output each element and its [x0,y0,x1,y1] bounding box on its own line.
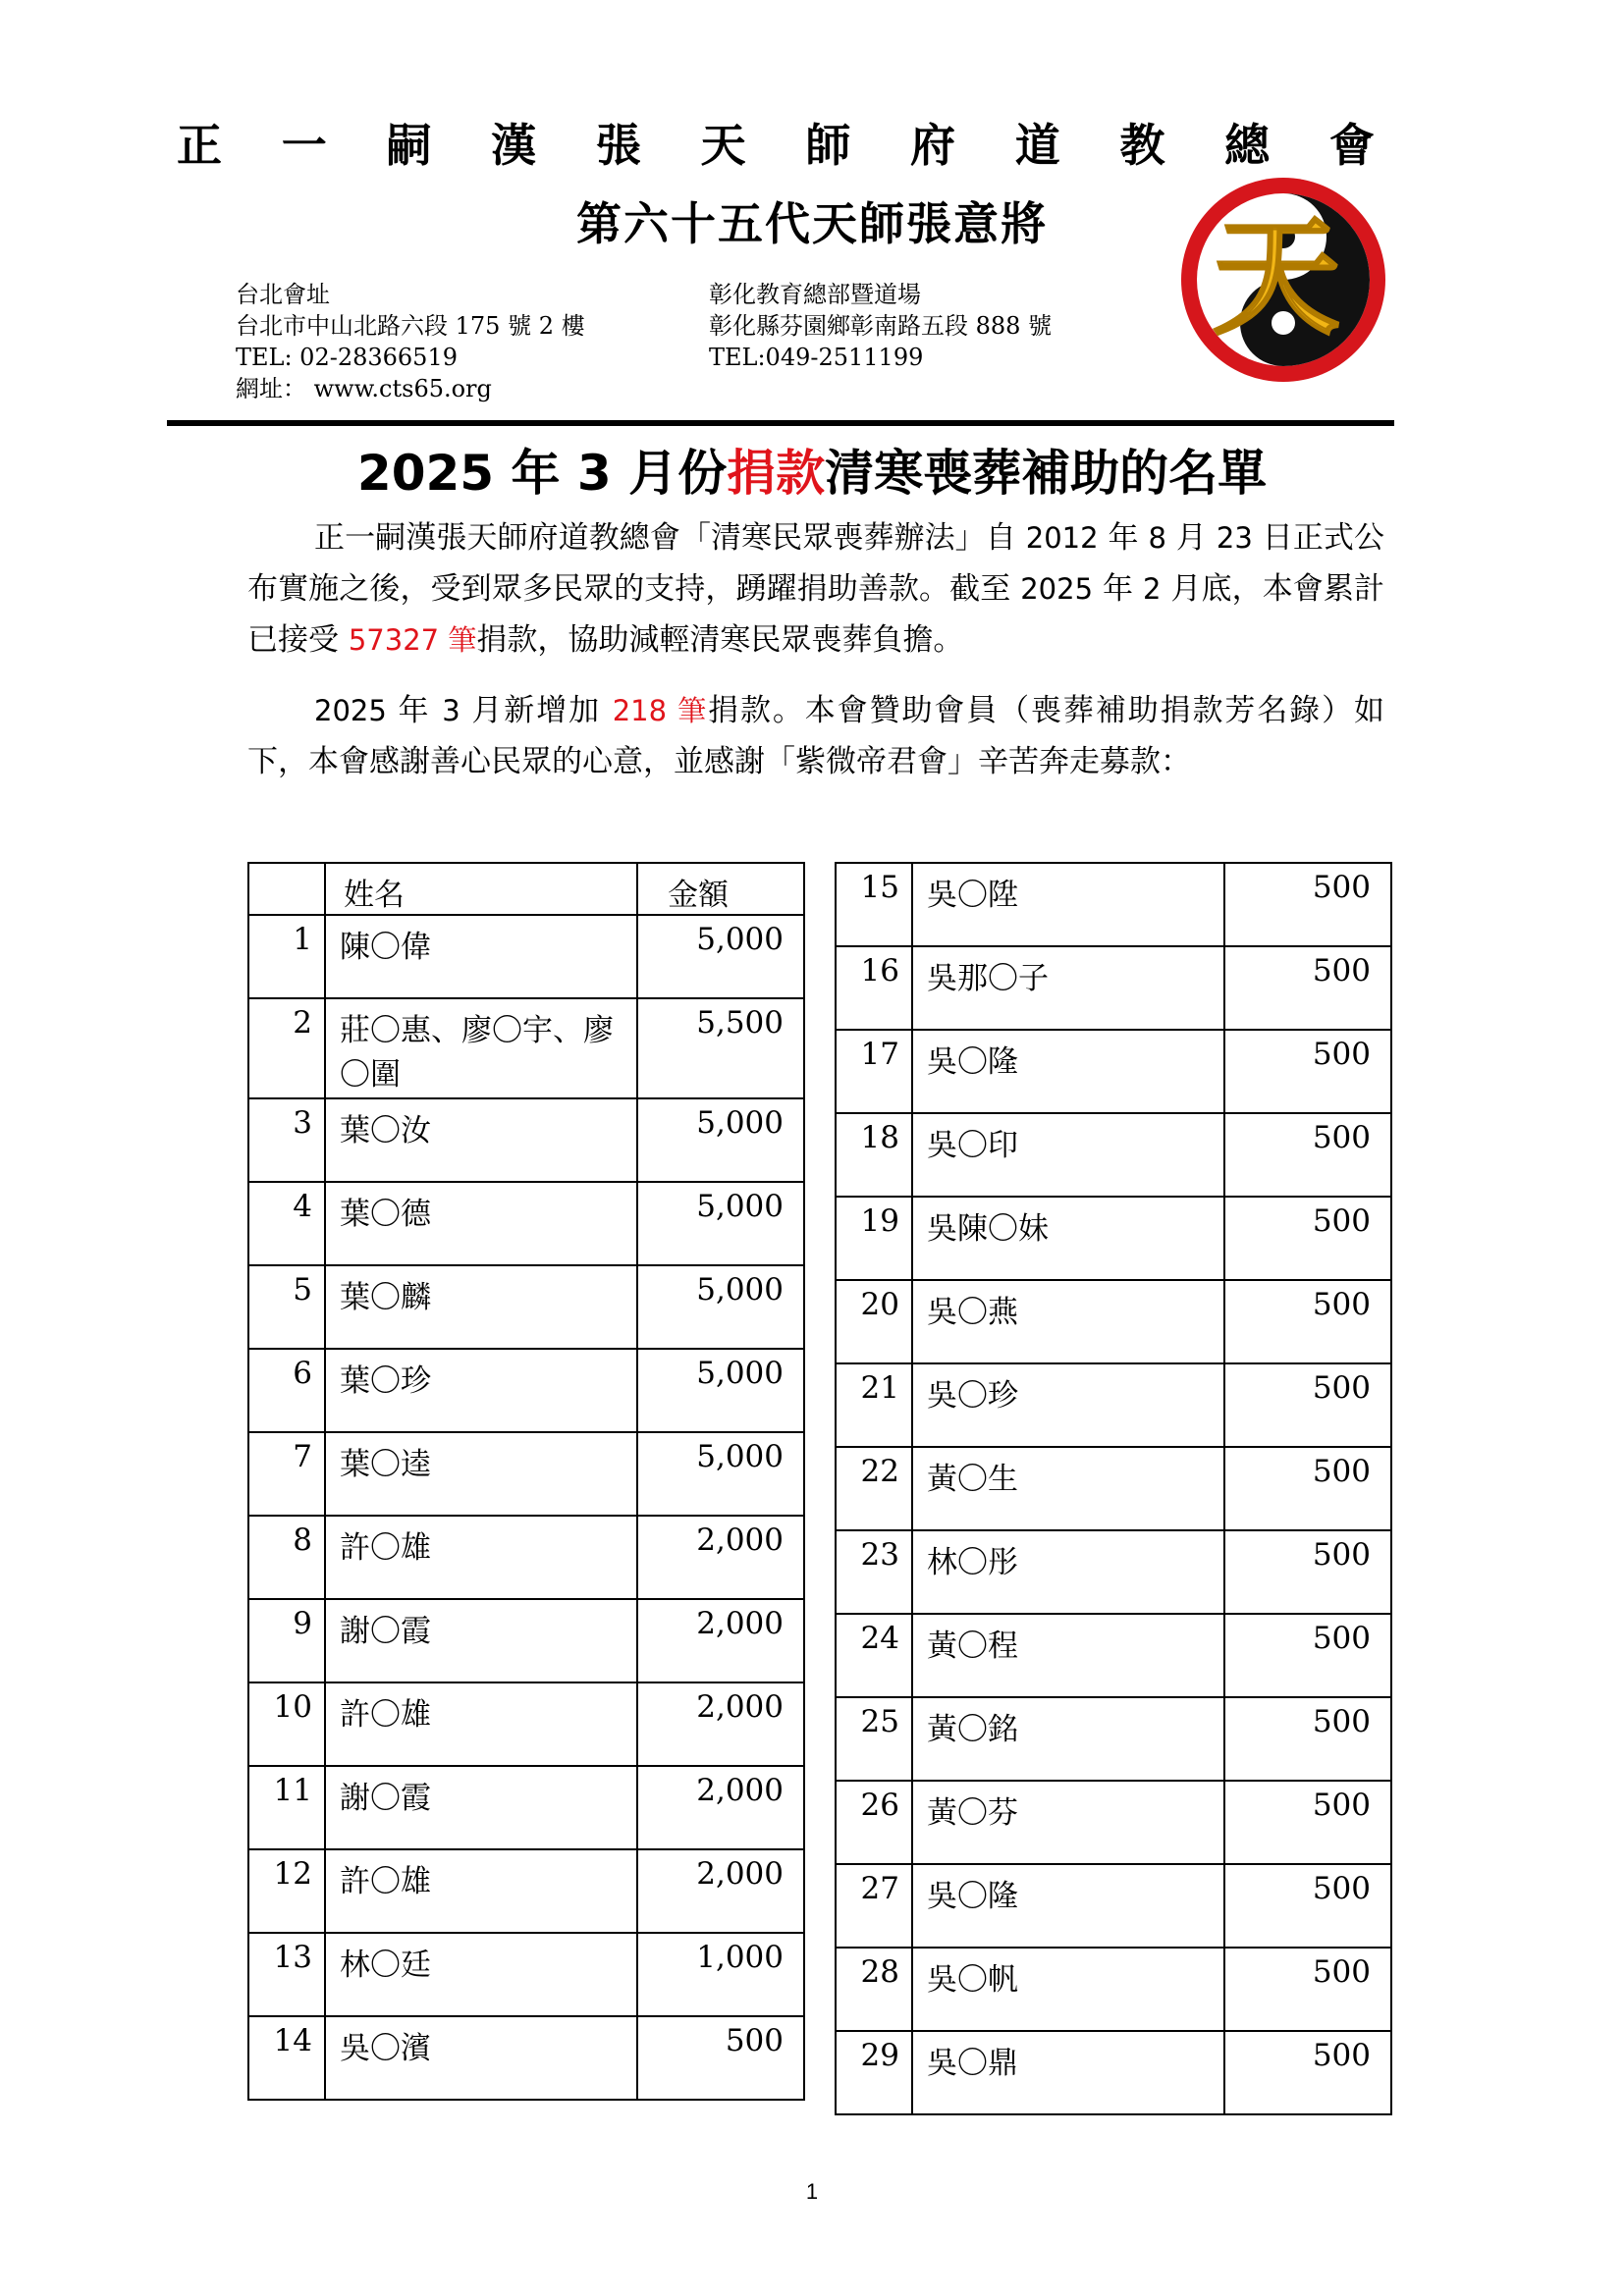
title-pre: 2025 年 3 月份 [356,445,728,502]
table-row [836,1280,1391,1363]
donation-amount: 500 [1224,1113,1391,1197]
org-title-char: 張 [595,119,641,172]
page-number: 1 [805,2179,819,2204]
donor-number: 15 [836,863,912,946]
donation-amount: 5,000 [637,915,804,998]
donation-amount: 2,000 [637,1599,804,1682]
donor-name: 吳陳〇妹 [912,1197,1224,1280]
changhua-address: 彰化縣芬園鄉彰南路五段 888 號 [709,312,1053,340]
donation-amount: 500 [1224,946,1391,1030]
donor-number: 29 [836,2031,912,2114]
title-highlight: 捐款 [727,445,826,502]
donor-name: 許〇雄 [325,1516,637,1599]
donation-amount: 500 [1224,1447,1391,1530]
donation-amount: 500 [1224,1530,1391,1614]
donor-number: 8 [248,1516,325,1599]
header-divider [167,420,1394,426]
donor-number: 28 [836,1948,912,2031]
document-title [0,434,1624,505]
donor-name: 吳〇帆 [912,1948,1224,2031]
table-row [836,2031,1391,2114]
donation-amount: 2,000 [637,1766,804,1849]
org-title-char: 道 [1014,119,1060,172]
donor-name: 吳那〇子 [912,946,1224,1030]
donor-name: 黃〇芬 [912,1781,1224,1864]
monthly-donation-count: 218 筆 [612,694,709,727]
org-title-char: 教 [1119,119,1165,172]
donor-name: 葉〇汝 [325,1098,637,1182]
donation-amount: 500 [1224,1781,1391,1864]
donation-amount: 1,000 [637,1933,804,2016]
donor-name: 林〇廷 [325,1933,637,2016]
donor-name: 吳〇隆 [912,1864,1224,1948]
donor-number: 17 [836,1030,912,1113]
org-title-char: 天 [700,119,746,172]
table-row [836,1447,1391,1530]
table-row [836,1864,1391,1948]
donor-number: 11 [248,1766,325,1849]
donor-number: 16 [836,946,912,1030]
donor-number: 13 [248,1933,325,2016]
header-no [248,863,325,915]
table-row [836,1113,1391,1197]
donation-amount: 5,000 [637,1349,804,1432]
intro-paragraph: 正一嗣漢張天師府道教總會「清寒民眾喪葬辦法」自 2012 年 8 月 23 日正式公布實施之後，受到眾多民眾的支持，踴躍捐助善款。截至 2025 年 2 月底，本會累計已接受 57327 筆捐款，協助減輕清寒民眾喪葬負擔。 [247,520,1384,658]
donor-name: 吳〇鼎 [912,2031,1224,2114]
donor-name: 葉〇逵 [325,1432,637,1516]
changhua-address-block [709,279,1052,373]
donation-amount: 5,500 [637,998,804,1098]
organization-title [177,110,1375,175]
table-row [248,2016,804,2100]
donor-number: 2 [248,998,325,1098]
donation-amount: 500 [1224,1030,1391,1113]
taipei-address-block [236,279,585,404]
donor-number: 20 [836,1280,912,1363]
donor-name: 陳〇偉 [325,915,637,998]
donor-name: 吳〇隆 [912,1030,1224,1113]
donation-amount: 5,000 [637,1432,804,1516]
donor-number: 22 [836,1447,912,1530]
org-title-char: 總 [1224,119,1271,172]
donation-amount: 500 [1224,1697,1391,1781]
donor-name: 許〇雄 [325,1682,637,1766]
donor-name: 吳〇印 [912,1113,1224,1197]
table-row [248,1516,804,1599]
donor-name: 葉〇麟 [325,1265,637,1349]
donor-name: 吳〇陞 [912,863,1224,946]
table-row [836,1948,1391,2031]
donor-number: 18 [836,1113,912,1197]
donor-number: 25 [836,1697,912,1781]
donor-number: 7 [248,1432,325,1516]
table-row [248,998,804,1098]
title-post: 清寒喪葬補助的名單 [825,445,1268,502]
donor-number: 21 [836,1363,912,1447]
table-row [836,1614,1391,1697]
table-row [248,1766,804,1849]
taipei-tel: TEL: 02-28366519 [236,344,458,371]
org-title-char: 嗣 [386,119,432,172]
org-title-char: 正 [177,119,222,172]
table-row [836,1697,1391,1781]
table-row [836,1530,1391,1614]
donor-name: 葉〇德 [325,1182,637,1265]
donor-name: 黃〇銘 [912,1697,1224,1781]
donor-number: 10 [248,1682,325,1766]
donor-number: 19 [836,1197,912,1280]
table-row [248,1432,804,1516]
website: 網址： www.cts65.org [236,375,492,402]
header-amount: 金額 [637,863,804,915]
taipei-address: 台北市中山北路六段 175 號 2 樓 [236,312,585,340]
table-row [248,1682,804,1766]
table-row [248,915,804,998]
donation-amount: 500 [1224,1197,1391,1280]
table-row [248,1182,804,1265]
donor-name: 許〇雄 [325,1849,637,1933]
donor-number: 12 [248,1849,325,1933]
donor-number: 24 [836,1614,912,1697]
table-row [248,1849,804,1933]
donor-name: 黃〇生 [912,1447,1224,1530]
taipei-label: 台北會址 [236,281,330,308]
donor-name: 黃〇程 [912,1614,1224,1697]
logo-char: 天 [1212,202,1341,352]
donor-name: 謝〇霞 [325,1599,637,1682]
table-row [248,1265,804,1349]
donation-amount: 2,000 [637,1516,804,1599]
monthly-paragraph: 2025 年 3 月新增加 218 筆捐款。本會贊助會員（喪葬補助捐款芳名錄）如下，本會感謝善心民眾的心意，並感謝「紫微帝君會」辛苦奔走募款： [247,693,1384,779]
org-title-char: 師 [805,119,851,172]
donor-number: 26 [836,1781,912,1864]
donation-amount: 500 [1224,1280,1391,1363]
donation-amount: 500 [1224,1864,1391,1948]
donor-name: 林〇彤 [912,1530,1224,1614]
table-row [836,946,1391,1030]
donation-amount: 500 [1224,1363,1391,1447]
donation-amount: 5,000 [637,1265,804,1349]
table-row [836,863,1391,946]
donation-amount: 2,000 [637,1682,804,1766]
table-row [836,1030,1391,1113]
changhua-label: 彰化教育總部暨道場 [709,281,921,308]
donor-name: 謝〇霞 [325,1766,637,1849]
celestial-master-subtitle: 第六十五代天師張意將 [576,197,1048,250]
donation-amount: 500 [1224,2031,1391,2114]
table-row [836,1363,1391,1447]
header-name: 姓名 [325,863,637,915]
donor-number: 9 [248,1599,325,1682]
donor-name: 莊〇惠、廖〇宇、廖〇圍 [325,998,637,1098]
total-donations: 57327 筆 [348,623,477,657]
donation-amount: 500 [1224,1614,1391,1697]
donor-number: 14 [248,2016,325,2100]
donor-number: 27 [836,1864,912,1948]
donor-number: 1 [248,915,325,998]
donor-name: 葉〇珍 [325,1349,637,1432]
donation-amount: 5,000 [637,1182,804,1265]
org-title-char: 會 [1328,119,1375,172]
org-title-char: 府 [910,119,956,172]
donor-number: 5 [248,1265,325,1349]
org-title-char: 漢 [491,119,537,172]
table-row [836,1781,1391,1864]
table-header-row [248,863,804,915]
donation-amount: 5,000 [637,1098,804,1182]
org-title-char: 一 [281,119,327,172]
donor-name: 吳〇濱 [325,2016,637,2100]
donation-amount: 500 [1224,863,1391,946]
donor-number: 4 [248,1182,325,1265]
donor-table-left [247,862,805,2101]
table-row [248,1098,804,1182]
donor-number: 3 [248,1098,325,1182]
donation-amount: 500 [637,2016,804,2100]
donor-number: 23 [836,1530,912,1614]
donor-number: 6 [248,1349,325,1432]
donor-name: 吳〇珍 [912,1363,1224,1447]
donation-amount: 500 [1224,1948,1391,2031]
table-row [836,1197,1391,1280]
table-row [248,1349,804,1432]
donor-table-right [835,862,1392,2115]
table-row [248,1933,804,2016]
donor-name: 吳〇燕 [912,1280,1224,1363]
changhua-tel: TEL:049-2511199 [709,344,924,371]
donation-amount: 2,000 [637,1849,804,1933]
table-row [248,1599,804,1682]
tianshi-logo-icon [1178,175,1388,385]
